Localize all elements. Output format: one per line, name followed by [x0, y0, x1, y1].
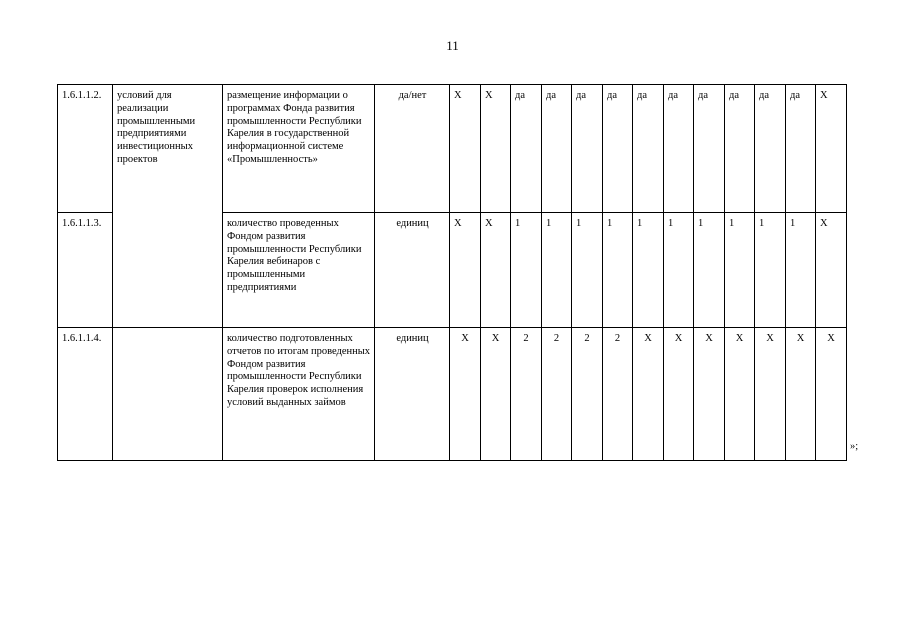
value-cell: Х: [481, 328, 511, 461]
unit-cell: единиц: [375, 213, 450, 328]
value-cell: 1: [542, 213, 572, 328]
value-cell: 2: [542, 328, 572, 461]
value-cell: да: [755, 85, 786, 213]
row-number: 1.6.1.1.3.: [58, 213, 113, 328]
value-cell: 2: [603, 328, 633, 461]
value-cell: 1: [664, 213, 694, 328]
value-cell: Х: [725, 328, 755, 461]
value-cell: Х: [664, 328, 694, 461]
value-cell: Х: [786, 328, 816, 461]
indicator-name: количество подготовленных отчетов по итогам проведенных Фондом развития промышленности Республики Карелия проверок исполнения условий выданных займов: [223, 328, 375, 461]
value-cell: Х: [450, 85, 481, 213]
measure-subject: условий для реализации промышленными предприятиями инвестиционных проектов: [113, 85, 223, 328]
page-number: 11: [446, 38, 459, 53]
value-cell: Х: [816, 85, 847, 213]
value-cell: да: [664, 85, 694, 213]
value-cell: 2: [572, 328, 603, 461]
value-cell: 1: [755, 213, 786, 328]
value-cell: Х: [816, 213, 847, 328]
row-number: 1.6.1.1.4.: [58, 328, 113, 461]
value-cell: да: [542, 85, 572, 213]
unit-cell: да/нет: [375, 85, 450, 213]
table-row: [58, 328, 847, 461]
unit-cell: единиц: [375, 328, 450, 461]
value-cell: Х: [450, 213, 481, 328]
value-cell: 1: [511, 213, 542, 328]
table-row: [58, 85, 847, 213]
value-cell: Х: [633, 328, 664, 461]
value-cell: да: [572, 85, 603, 213]
value-cell: Х: [755, 328, 786, 461]
value-cell: да: [511, 85, 542, 213]
value-cell: да: [725, 85, 755, 213]
closing-quote: »;: [850, 441, 859, 452]
value-cell: 1: [725, 213, 755, 328]
value-cell: 1: [694, 213, 725, 328]
indicator-name: размещение информации о программах Фонда развития промышленности Республики Карелия в государственной информационной системе «Промышленность»: [223, 85, 375, 213]
value-cell: 1: [572, 213, 603, 328]
row-number: 1.6.1.1.2.: [58, 85, 113, 213]
value-cell: да: [694, 85, 725, 213]
value-cell: Х: [481, 85, 511, 213]
value-cell: да: [603, 85, 633, 213]
value-cell: Х: [694, 328, 725, 461]
value-cell: Х: [481, 213, 511, 328]
value-cell: Х: [816, 328, 847, 461]
indicator-name: количество проведенных Фондом развития промышленности Республики Карелия вебинаров с промышленными предприятиями: [223, 213, 375, 328]
value-cell: 1: [786, 213, 816, 328]
measure-subject: [113, 328, 223, 461]
value-cell: 1: [633, 213, 664, 328]
value-cell: 2: [511, 328, 542, 461]
value-cell: да: [633, 85, 664, 213]
value-cell: Х: [450, 328, 481, 461]
value-cell: 1: [603, 213, 633, 328]
indicators-table: [57, 84, 847, 461]
value-cell: да: [786, 85, 816, 213]
